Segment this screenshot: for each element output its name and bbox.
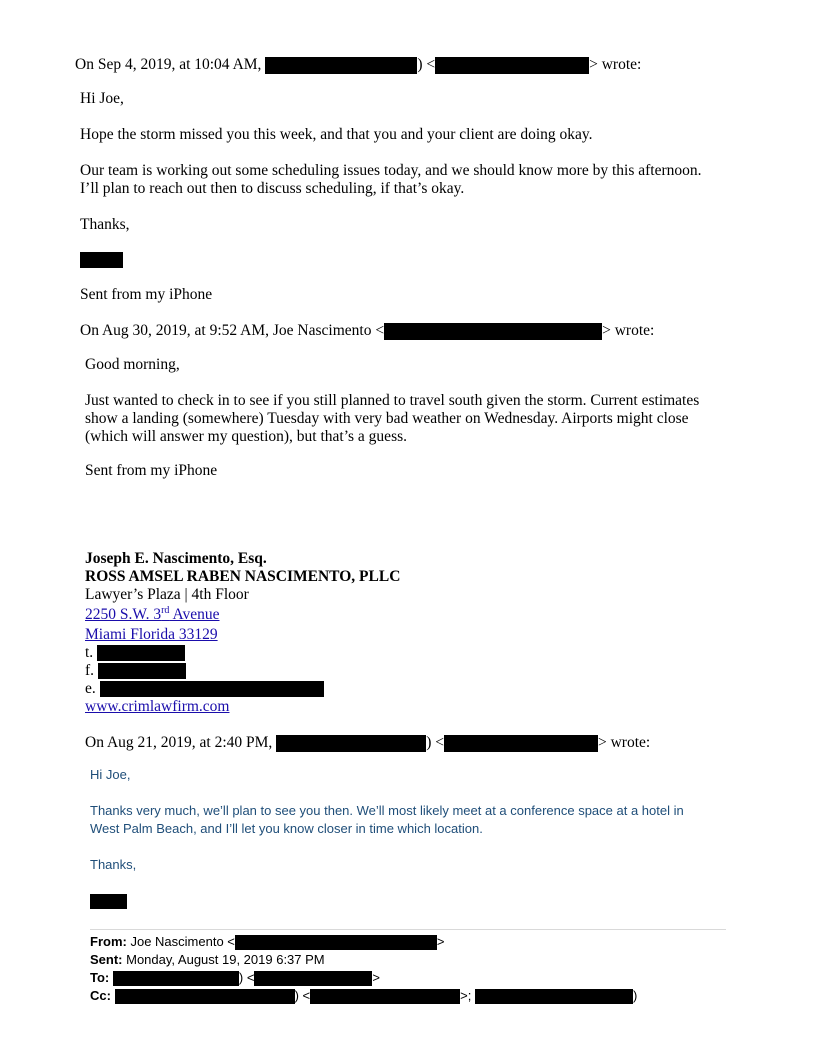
email2-sent-from: Sent from my iPhone: [85, 462, 218, 479]
email3-closing: Thanks,: [90, 857, 137, 872]
email2-greeting: Good morning,: [85, 356, 180, 373]
cc-sep: >;: [460, 988, 472, 1003]
redaction-from-email: [235, 935, 437, 950]
redaction-signature-name: [80, 252, 123, 268]
email3-header-prefix: On Aug 21, 2019, at 2:40 PM,: [85, 734, 273, 751]
email1-header-mid: ) <: [417, 56, 436, 73]
email1-closing: Thanks,: [80, 216, 130, 233]
phone-label: t.: [85, 644, 94, 661]
email1-greeting: Hi Joe,: [80, 90, 124, 107]
email4-sent-row: [90, 951, 325, 969]
redaction-cc-name-2: [475, 989, 633, 1004]
redaction-sender-name: [265, 57, 417, 74]
email2-para-line3: (which will answer my question), but that’s a guess.: [85, 428, 408, 445]
address-street-type: Avenue: [169, 606, 220, 623]
redaction-cc-name: [115, 989, 295, 1004]
signature-fax-row: [85, 662, 186, 680]
signature-website-link[interactable]: www.crimlawfirm.com: [85, 698, 230, 715]
redaction-signature-name: [90, 894, 127, 909]
email1-header-prefix: On Sep 4, 2019, at 10:04 AM,: [75, 56, 262, 73]
from-end: >: [436, 934, 445, 949]
redaction-cc-email: [310, 989, 460, 1004]
email2-header-suffix: > wrote:: [602, 322, 655, 339]
signature-city-link[interactable]: Miami Florida 33129: [85, 626, 218, 643]
signature-phone-row: [85, 644, 185, 662]
redaction-email: [100, 681, 324, 697]
email4-from-row: [90, 933, 444, 951]
email2-para-line2: show a landing (somewhere) Tuesday with very bad weather on Wednesday. Airports might close: [85, 410, 689, 427]
redaction-to-name: [113, 971, 239, 986]
divider: [90, 929, 726, 930]
email4-to-row: [90, 969, 380, 987]
email3-header-suffix: > wrote:: [597, 734, 651, 751]
redaction-sender-email: [444, 735, 598, 752]
email3-greeting: Hi Joe,: [90, 767, 131, 782]
email1-header-suffix: > wrote:: [589, 56, 642, 73]
email-label: e.: [85, 680, 96, 697]
email1-sent-from: Sent from my iPhone: [80, 286, 213, 303]
cc-end: ): [632, 988, 638, 1003]
to-mid: ) <: [238, 970, 255, 985]
from-label: From:: [90, 934, 127, 949]
signature-name: Joseph E. Nascimento, Esq.: [85, 550, 267, 567]
redaction-sender-email: [435, 57, 589, 74]
email3-header: [85, 734, 650, 752]
to-label: To:: [90, 970, 110, 985]
email2-header: [80, 322, 654, 340]
redaction-phone: [97, 645, 185, 661]
email4-cc-row: [90, 987, 637, 1005]
signature-firm: ROSS AMSEL RABEN NASCIMENTO, PLLC: [85, 568, 401, 585]
email3-para-line2: West Palm Beach, and I’ll let you know closer in time which location.: [90, 821, 483, 836]
redaction-fax: [98, 663, 186, 679]
cc-mid: ) <: [294, 988, 311, 1003]
signature-email-row: [85, 680, 324, 698]
from-value: Joe Nascimento <: [130, 934, 235, 949]
email1-para2-line1: Our team is working out some scheduling issues today, and we should know more by this afternoon.: [80, 162, 702, 179]
fax-label: f.: [85, 662, 95, 679]
signature-address-link[interactable]: [85, 606, 220, 624]
sent-label: Sent:: [90, 952, 123, 967]
email3-header-mid: ) <: [426, 734, 444, 751]
sent-value: Monday, August 19, 2019 6:37 PM: [126, 952, 325, 967]
signature-building: Lawyer’s Plaza | 4th Floor: [85, 586, 249, 603]
redaction-joe-email: [384, 323, 602, 340]
email1-para2-line2: I’ll plan to reach out then to discuss scheduling, if that’s okay.: [80, 180, 465, 197]
to-end: >: [372, 970, 381, 985]
email1-para1: Hope the storm missed you this week, and that you and your client are doing okay.: [80, 126, 593, 143]
email1-header: [75, 56, 641, 74]
redaction-sender-name: [276, 735, 426, 752]
address-street: 2250 S.W. 3: [85, 606, 162, 623]
redaction-to-email: [254, 971, 372, 986]
cc-label: Cc:: [90, 988, 111, 1003]
email3-para-line1: Thanks very much, we’ll plan to see you then. We’ll most likely meet at a conference space at a hotel in: [90, 803, 684, 818]
email2-header-prefix: On Aug 30, 2019, at 9:52 AM, Joe Nascimento <: [80, 322, 385, 339]
email2-para-line1: Just wanted to check in to see if you still planned to travel south given the storm. Current estimates: [85, 392, 700, 409]
address-ordinal: rd: [161, 604, 170, 616]
